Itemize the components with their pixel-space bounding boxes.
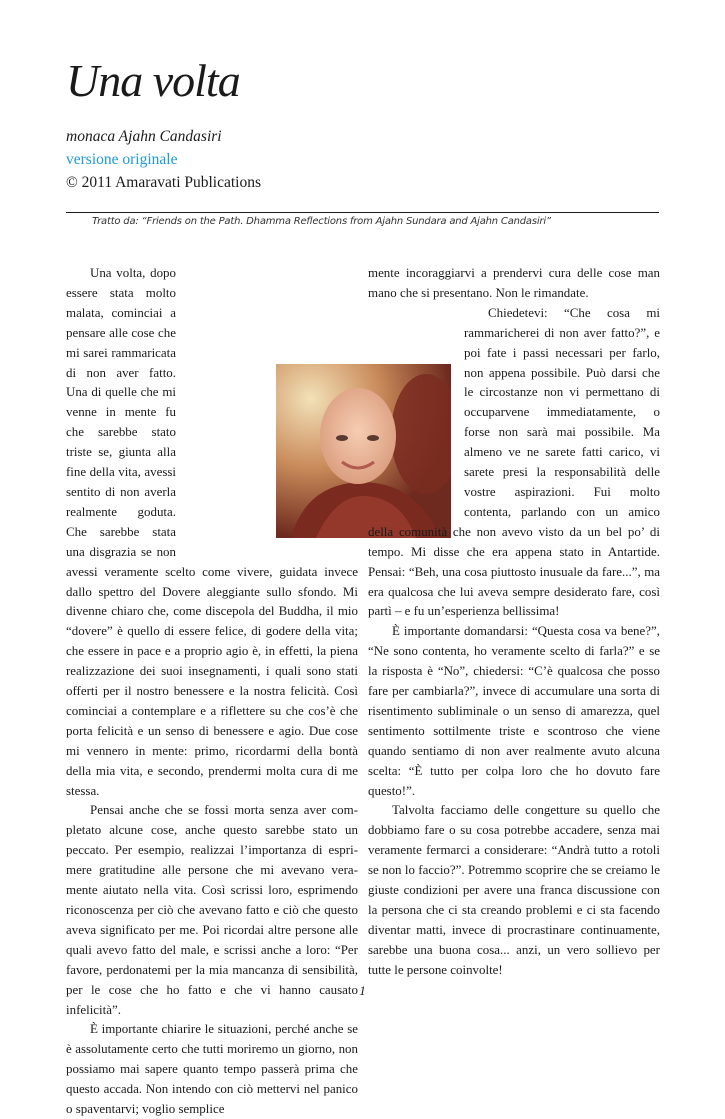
source-note: Tratto da: “Friends on the Path. Dhamma Reflections from Ajahn Sundara and Ajahn Candasiri” — [92, 216, 551, 227]
paragraph-text: Chiedetevi: “Che cosa mi rammaricherei di non aver fatto?”, e poi fate i passi necessari per farlo, non appena possibile. Può darsi che le circostanze non vi permettano di occuparvene immediatamente, o forse non sarà mai possibile. Ma almeno ve ne sarete fatti carico, vi sarete presi la responsabilità delle vostre aspirazioni. Fui molto contenta, parlando con un amico della comunità che non avevo visto da un bel po’ di tempo. Mi disse che era appena stato in Antartide. Pensai: “Beh, una cosa piuttosto inusuale da fare...”, ma era qualcosa che lui aveva sempre desiderato fare, così partì – e fu un’esperienza bellissima! — [368, 304, 660, 619]
photo-wrap-spacer — [368, 323, 464, 503]
page-number: 1 — [359, 983, 366, 998]
version-link[interactable]: versione originale — [66, 151, 178, 168]
paragraph: mente incoraggiarvi a prendervi cura delle cose man mano che si presentano. Non le rimandate. — [368, 265, 660, 300]
paragraph-text: Una volta, dopo essere stata molto malata, cominciai a pensare alle cose che mi sarei rammaricata di non aver fatto. Una di quelle che mi venne in mente fu che sarebbe stato triste se, giunta alla fine della vita, avessi sentito di non averla realmente goduta. Che sarebbe stata una disgrazia se non avessi veramente scelto come vivere, guidata invece dallo spettro del Dovere aleggiante sullo sfondo. Mi divenne chiaro che, come discepola del Buddha, il mio “dovere” è quello di essere felice, di godere della vita; che essere in pace e a proprio agio è, in effetti, la piena realizzazione dei suoi insegnamenti, i quali sono stati offerti per il nostro benessere e la nostra felicità. Così cominciai a contemplare e a riflettere su che cos’è che porta felicità e un senso di benessere e agio. Due cose mi vennero in mente: primo, ricordarmi della bontà della mia vita, e secondo, prendermi molta cura di me stessa. — [66, 265, 358, 798]
header-divider — [66, 212, 659, 213]
paragraph: È importante chiarire le situazioni, perché anche se è assolutamente certo che tutti moriremo un giorno, non possiamo mai sapere quanto tempo passerà prima che questo accada. Non intendo con ciò mettervi nel panico o spaventarvi; voglio semplice — [66, 1021, 358, 1117]
article-title: Una volta — [66, 55, 240, 106]
photo-wrap-spacer — [180, 363, 358, 543]
copyright-line: © 2011 Amaravati Publications — [66, 174, 262, 191]
paragraph: Talvolta facciamo delle congetture su quello che dobbiamo fare o su cosa potrebbe accadere, senza mai veramente fermarci a considerare: “Andrà tutto a rotoli se non lo faccio?”. Potremmo scoprire che se creiamo le giuste condizioni per avere una franca discussione con la persona che ci sta creando problemi e ci sta facendo diventar matti, invece di procrastinare continuamente, sarebbe una buona cosa... anzi, un vero sollievo per tutte le persone coinvolte! — [368, 802, 660, 977]
paragraph — [66, 263, 358, 800]
paragraph: Pensai anche che se fossi morta senza aver completato alcune cose, anche questo sarebbe stato un peccato. Per esempio, realizzai l’importanza di esprimere gratitudine alle persone che mi avevano veramente aiutato nella vita. Così scrissi loro, esprimendo riconoscenza per ciò che avevano fatto e ciò che questo aveva significato per me. Poi ricordai altre persone alle quali avevo fatto del male, e scrissi anche a loro: “Per favore, perdonatemi per la mia mancanza di sensibilità, per le cose che ho fatto e che vi hanno causato infelicità”. — [66, 802, 358, 1017]
author-line: monaca Ajahn Candasiri — [66, 128, 222, 145]
paragraph: È importante domandarsi: “Questa cosa va bene?”, “Ne sono contenta, ho veramente scelto di farla?” e se la risposta è “No”, chiedersi: “C’è qualcosa che posso fare per cambiarla?”, invece di accumulare una sorta di risentimento subliminale o un senso di amarezza, quel sentimento sottilmente triste e scontroso che viene quando sentiamo di non aver realmente avuto alcuna scelta: “È tutto per colpa loro che ho dovuto fare questo!”. — [368, 623, 660, 798]
right-column — [368, 263, 660, 980]
paragraph — [368, 303, 660, 622]
